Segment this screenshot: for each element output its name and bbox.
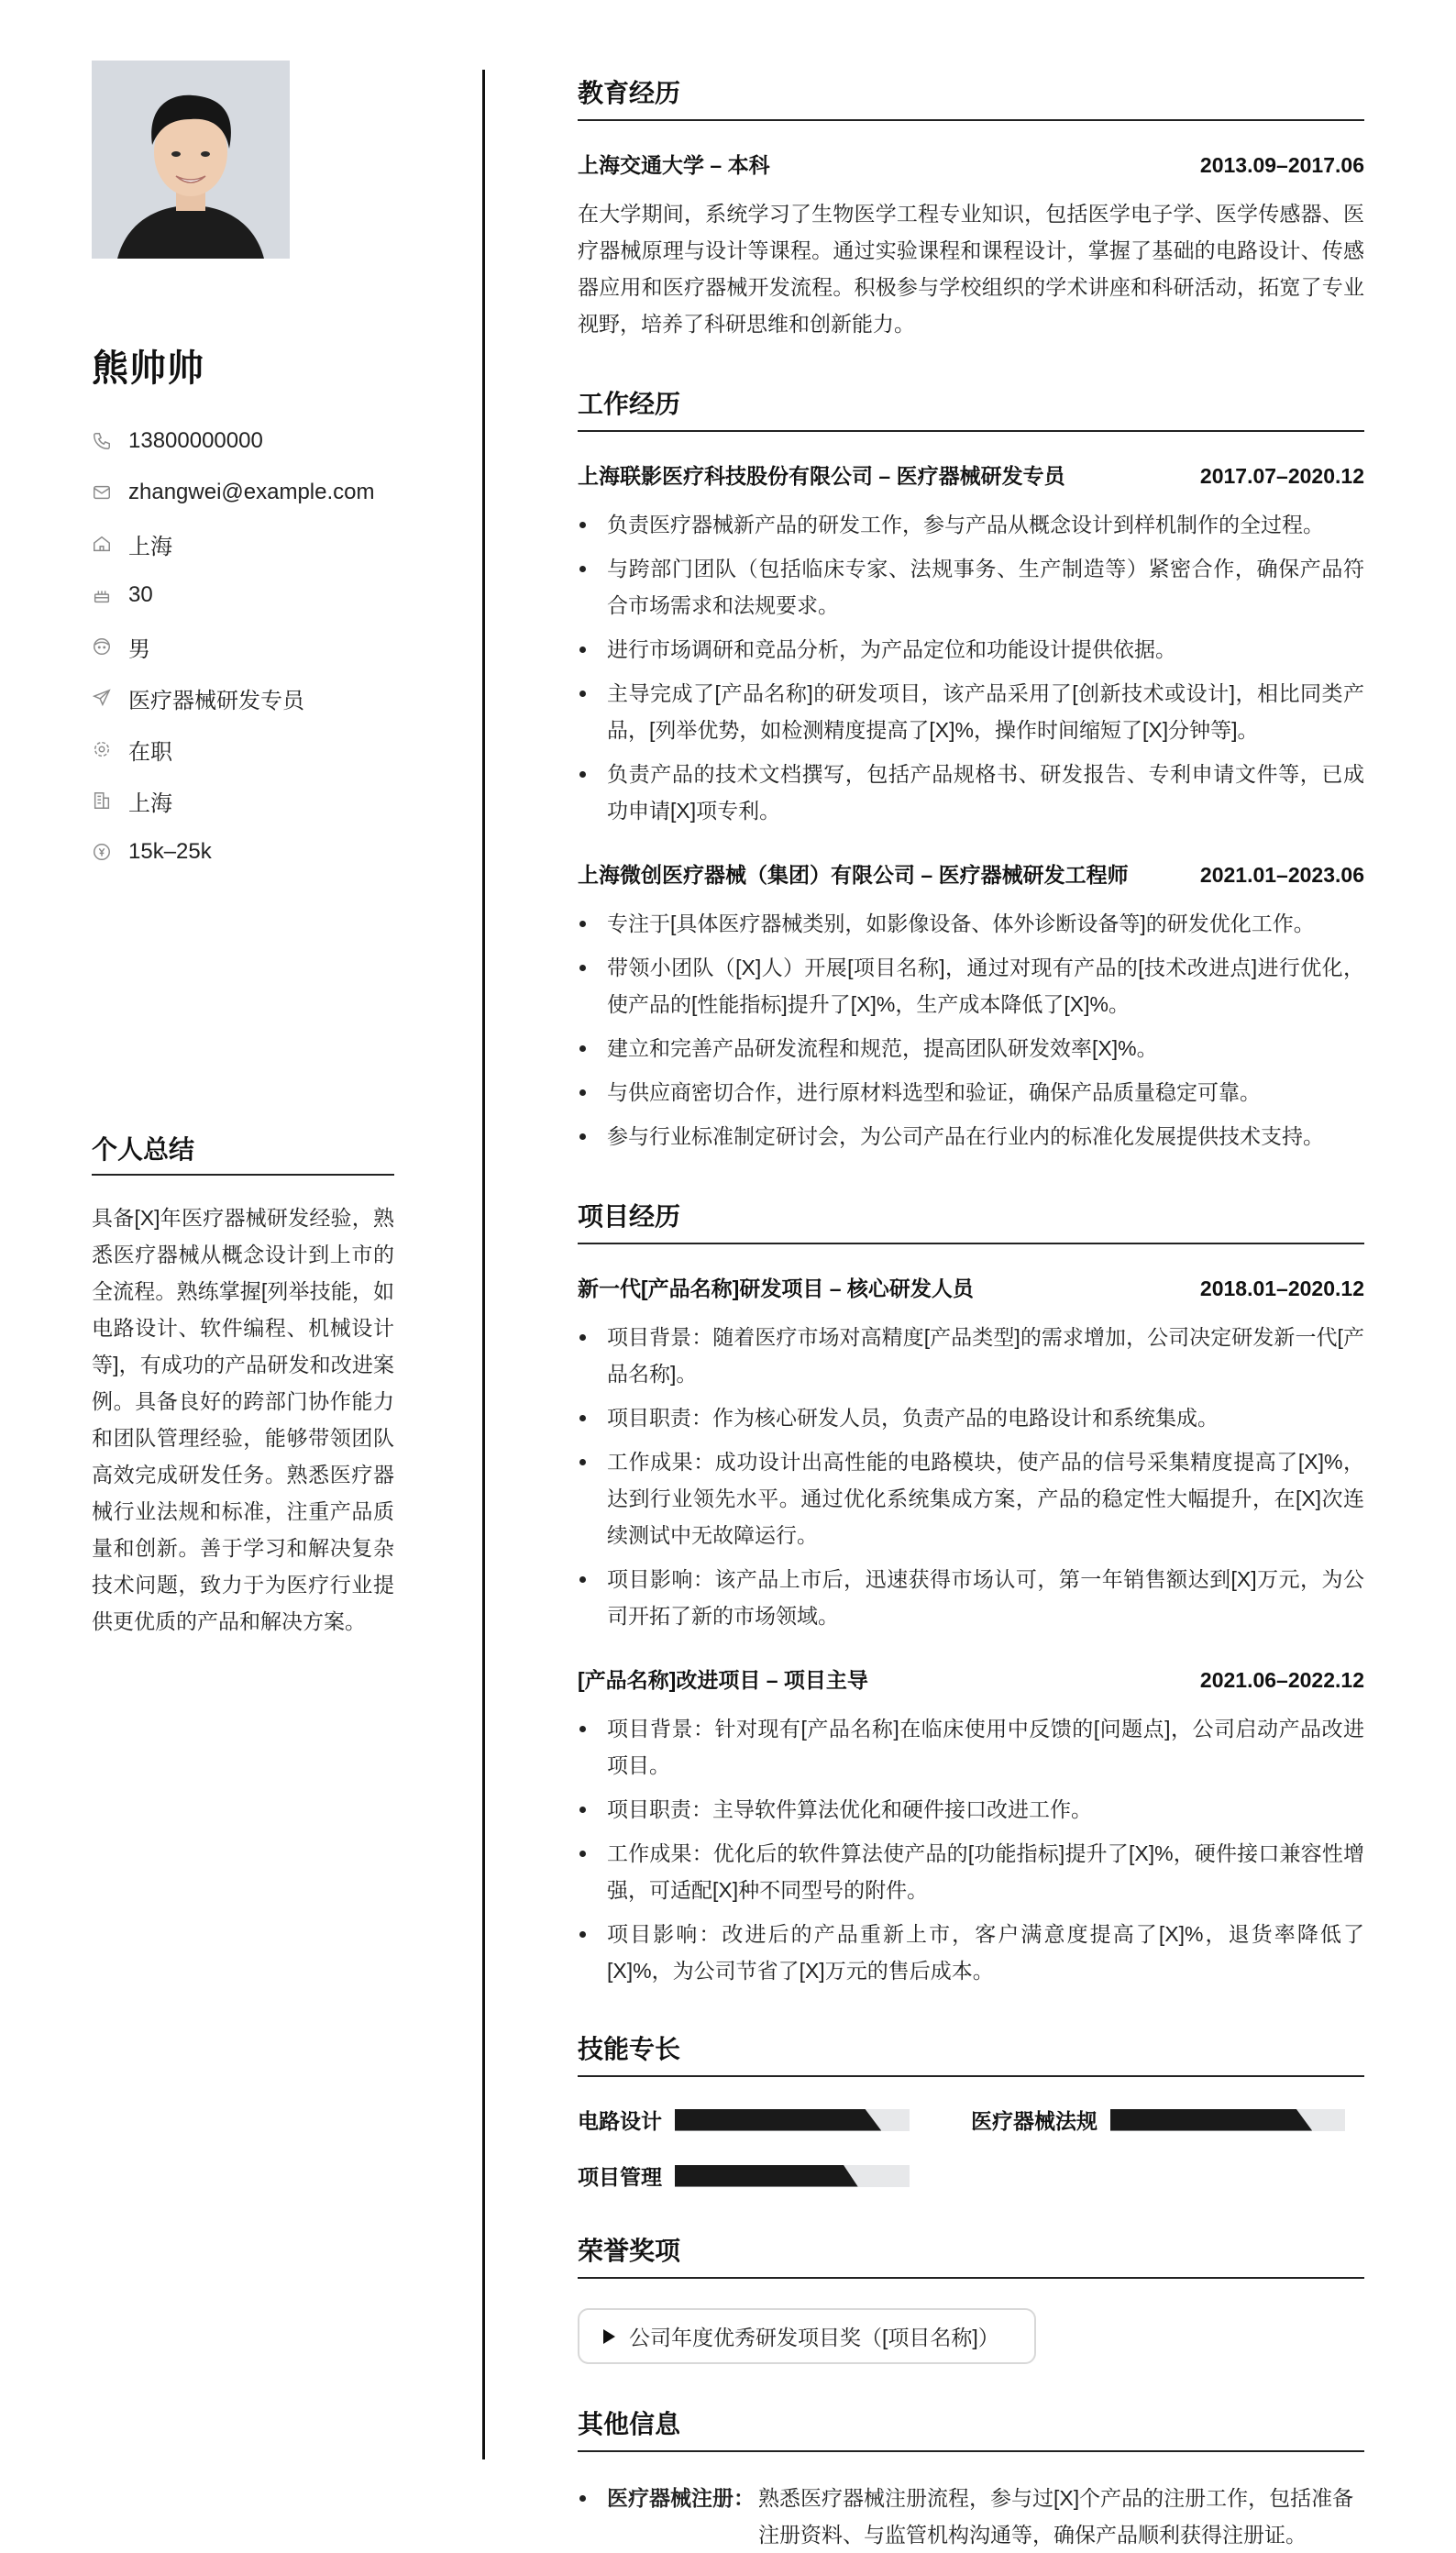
- list-item: 项目职责：主导软件算法优化和硬件接口改进工作。: [578, 1791, 1364, 1828]
- other-section: [578, 2404, 1364, 2553]
- position-value: 医疗器械研发专员: [128, 688, 304, 713]
- project-header: [578, 1272, 1364, 1302]
- list-item: 与跨部门团队（包括临床专家、法规事务、生产制造等）紧密合作，确保产品符合市场需求和法规要求。: [578, 550, 1364, 624]
- project-name: [产品名称]改进项目 – 项目主导: [578, 1668, 868, 1692]
- list-item: 带领小团队（[X]人）开展[项目名称]，通过对现有产品的[技术改进点]进行优化，使产品的[性能指标]提升了[X]%，生产成本降低了[X]%。: [578, 949, 1364, 1022]
- list-item: 建立和完善产品研发流程和规范，提高团队研发效率[X]%。: [578, 1030, 1364, 1067]
- info-status: [92, 724, 394, 775]
- education-description: 在大学期间，系统学习了生物医学工程专业知识，包括医学电子学、医学传感器、医疗器械原理与设计等课程。通过实验课程和课程设计，掌握了基础的电路设计、传感器应用和医疗器械开发流程。积极参与学校组织的学术讲座和科研活动，拓宽了专业视野，培养了科研思维和创新能力。: [578, 202, 1364, 336]
- skill-item: [578, 2105, 971, 2135]
- home-icon: [92, 534, 112, 554]
- phone-icon: [92, 431, 112, 451]
- projects-section: [578, 1197, 1364, 1989]
- list-item: 进行市场调研和竞品分析，为产品定位和功能设计提供依据。: [578, 631, 1364, 668]
- email-value: zhangwei@example.com: [128, 480, 375, 504]
- list-item: 项目影响：改进后的产品重新上市，客户满意度提高了[X]%，退货率降低了[X]%，为公司节省了[X]万元的售后成本。: [578, 1916, 1364, 1989]
- award-label: 公司年度优秀研发项目奖（[项目名称]）: [629, 2326, 999, 2349]
- awards-title: 荣誉奖项: [578, 2231, 1364, 2279]
- avatar-portrait-icon: [92, 61, 290, 259]
- skill-item: [971, 2105, 1364, 2135]
- list-item: 工作成果：成功设计出高性能的电路模块，使产品的信号采集精度提高了[X]%，达到行业领先水平。通过优化系统集成方案，产品的稳定性大幅提升，在[X]次连续测试中无故障运行。: [578, 1443, 1364, 1553]
- list-item: 项目背景：针对现有[产品名称]在临床使用中反馈的[问题点]，公司启动产品改进项目。: [578, 1710, 1364, 1784]
- education-section: [578, 73, 1364, 342]
- face-icon: [92, 636, 112, 657]
- education-title: 教育经历: [578, 73, 1364, 121]
- building-icon: [92, 790, 112, 811]
- job-header: [578, 459, 1364, 490]
- info-age: [92, 569, 394, 621]
- cake-icon: [92, 585, 112, 605]
- age-value: 30: [128, 582, 153, 607]
- list-item: 专注于[具体医疗器械类别，如影像设备、体外诊断设备等]的研发优化工作。: [578, 905, 1364, 942]
- skill-label: 项目管理: [578, 2165, 662, 2189]
- coin-icon: [92, 842, 112, 862]
- project-bullets: [578, 1710, 1364, 1989]
- column-divider: [482, 70, 485, 2459]
- project-name: 新一代[产品名称]研发项目 – 核心研发人员: [578, 1276, 974, 1300]
- info-salary: [92, 826, 394, 878]
- skill-bar-fill: [1110, 2109, 1312, 2131]
- summary-heading: 个人总结: [92, 1130, 394, 1176]
- list-item: 参与行业标准制定研讨会，为公司产品在行业内的标准化发展提供技术支持。: [578, 1118, 1364, 1155]
- skill-label: 医疗器械法规: [971, 2109, 1098, 2133]
- list-item: 负责产品的技术文档撰写，包括产品规格书、研发报告、专利申请文件等，已成功申请[X]项专利。: [578, 756, 1364, 829]
- job-date: 2017.07–2020.12: [1199, 464, 1364, 488]
- award-item: [578, 2308, 1036, 2364]
- project-header: [578, 1663, 1364, 1694]
- gender-value: 男: [128, 636, 150, 662]
- location-value: 上海: [128, 534, 172, 559]
- summary-section: [92, 1130, 394, 1640]
- job-bullets: [578, 905, 1364, 1155]
- city-value: 上海: [128, 790, 172, 816]
- info-gender: [92, 621, 394, 672]
- awards-section: [578, 2231, 1364, 2364]
- skills-grid: [578, 2105, 1364, 2191]
- skill-bar-fill: [675, 2109, 881, 2131]
- info-city: [92, 775, 394, 826]
- skills-section: [578, 2029, 1364, 2191]
- status-value: 在职: [128, 739, 172, 765]
- skill-bar-fill: [675, 2165, 858, 2187]
- info-phone: [92, 415, 394, 467]
- avatar: [92, 61, 290, 259]
- projects-title: 项目经历: [578, 1197, 1364, 1244]
- phone-value: 13800000000: [128, 428, 263, 453]
- play-triangle-icon: [601, 2328, 616, 2345]
- candidate-name: 熊帅帅: [92, 348, 204, 389]
- skills-title: 技能专长: [578, 2029, 1364, 2077]
- list-item: 项目职责：作为核心研发人员，负责产品的电路设计和系统集成。: [578, 1399, 1364, 1436]
- skill-label: 电路设计: [578, 2109, 662, 2133]
- skill-bar: [675, 2109, 910, 2131]
- summary-text: 具备[X]年医疗器械研发经验，熟悉医疗器械从概念设计到上市的全流程。熟练掌握[列举技能，如电路设计、软件编程、机械设计等]，有成功的产品研发和改进案例。具备良好的跨部门协作能力和团队管理经验，能够带领团队高效完成研发任务。熟悉医疗器械行业法规和标准，注重产品质量和创新。善于学习和解决复杂技术问题，致力于为医疗行业提供更优质的产品和解决方案。: [92, 1206, 394, 1633]
- info-location: [92, 518, 394, 569]
- project-bullets: [578, 1319, 1364, 1634]
- other-item-label: 医疗器械注册：: [607, 2486, 755, 2510]
- work-title: 工作经历: [578, 384, 1364, 432]
- list-item: 项目影响：该产品上市后，迅速获得市场认可，第一年销售额达到[X]万元，为公司开拓了新的市场领域。: [578, 1561, 1364, 1634]
- salary-value: 15k–25k: [128, 839, 212, 864]
- skill-item: [578, 2161, 971, 2191]
- other-title: 其他信息: [578, 2404, 1364, 2452]
- send-icon: [92, 688, 112, 708]
- sidebar: [92, 61, 394, 878]
- project-date: 2021.06–2022.12: [1199, 1668, 1364, 1692]
- skill-bar: [675, 2165, 910, 2187]
- other-item-text: 熟悉医疗器械注册流程，参与过[X]个产品的注册工作，包括准备注册资料、与监管机构沟通等，确保产品顺利获得注册证。: [758, 2486, 1354, 2547]
- list-item: 项目背景：随着医疗市场对高精度[产品类型]的需求增加，公司决定研发新一代[产品名称]。: [578, 1319, 1364, 1392]
- education-header: [578, 149, 1364, 179]
- education-date: 2013.09–2017.06: [1199, 153, 1364, 177]
- list-item: 与供应商密切合作，进行原材料选型和验证，确保产品质量稳定可靠。: [578, 1074, 1364, 1111]
- job-company: 上海联影医疗科技股份有限公司 – 医疗器械研发专员: [578, 464, 1065, 488]
- project-date: 2018.01–2020.12: [1199, 1276, 1364, 1300]
- skill-bar: [1110, 2109, 1345, 2131]
- mail-icon: [92, 482, 112, 503]
- contact-info-list: [92, 415, 394, 878]
- status-icon: [92, 739, 112, 759]
- job-bullets: [578, 506, 1364, 829]
- list-item: 工作成果：优化后的软件算法使产品的[功能指标]提升了[X]%，硬件接口兼容性增强，可适配[X]种不同型号的附件。: [578, 1835, 1364, 1908]
- list-item: 主导完成了[产品名称]的研发项目，该产品采用了[创新技术或设计]，相比同类产品，[列举优势，如检测精度提高了[X]%，操作时间缩短了[X]分钟等]。: [578, 675, 1364, 748]
- list-item: 负责医疗器械新产品的研发工作，参与产品从概念设计到样机制作的全过程。: [578, 506, 1364, 543]
- other-item: [578, 2480, 1364, 2553]
- school-name: 上海交通大学 – 本科: [578, 153, 770, 177]
- job-date: 2021.01–2023.06: [1199, 863, 1364, 887]
- main-column: [578, 73, 1364, 2553]
- work-section: [578, 384, 1364, 1155]
- job-company: 上海微创医疗器械（集团）有限公司 – 医疗器械研发工程师: [578, 863, 1129, 887]
- info-email: [92, 467, 394, 518]
- info-position: [92, 672, 394, 724]
- job-header: [578, 858, 1364, 889]
